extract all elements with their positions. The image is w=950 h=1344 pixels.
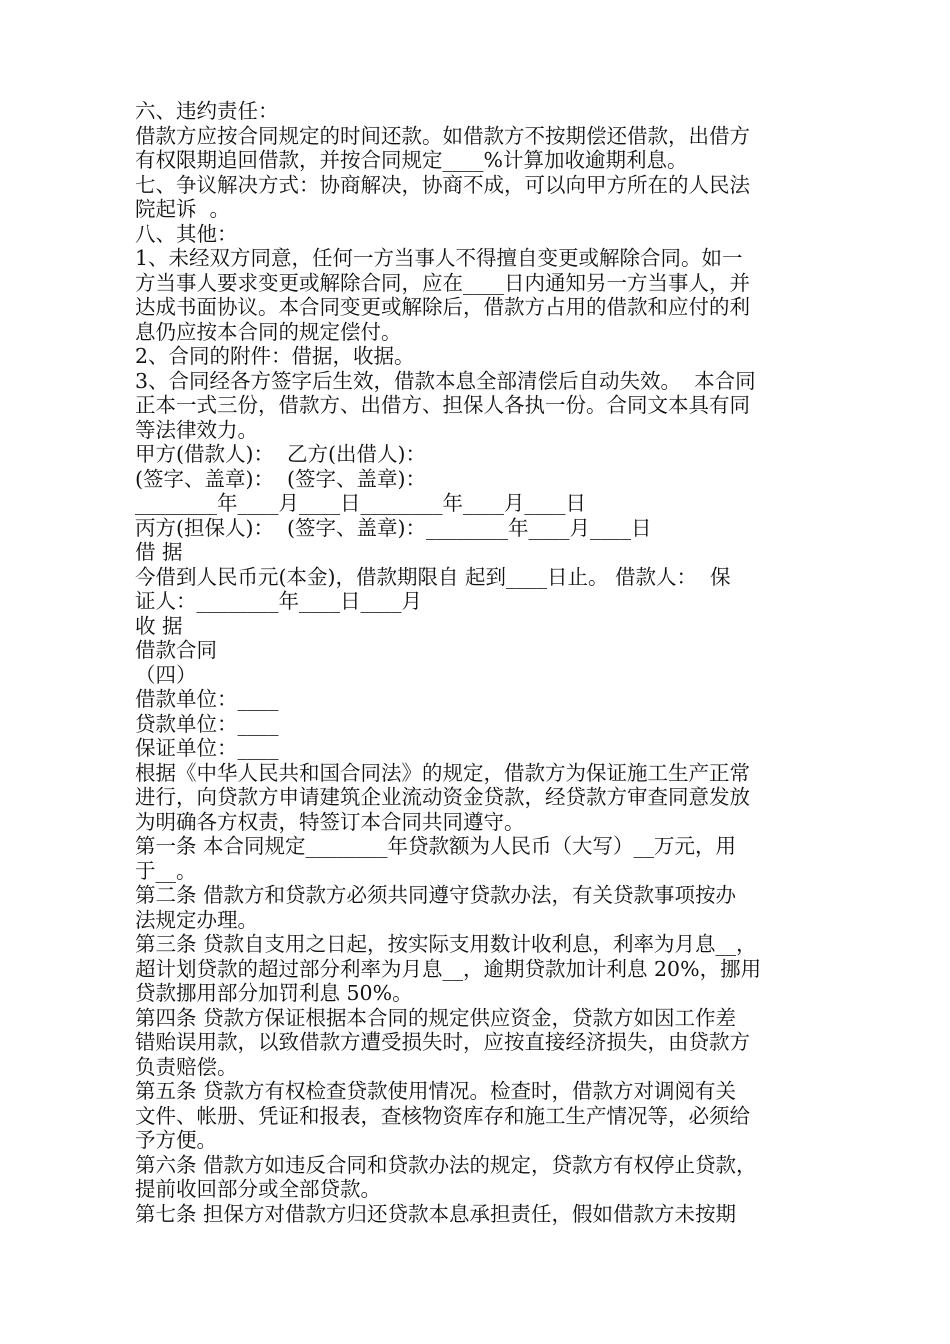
- text-line: 错贻误用款，以致借款方遭受损失时，应按直接经济损失，由贷款方: [135, 1030, 750, 1054]
- text-line: 借款合同: [135, 638, 217, 662]
- text-line: 保证单位：____: [135, 736, 279, 760]
- text-line: 方当事人要求变更或解除合同，应在____日内通知另一方当事人，并: [135, 270, 750, 295]
- text-line: 第五条 贷款方有权检查贷款使用情况。检查时，借款方对调阅有关: [135, 1079, 737, 1103]
- text-line: 七、争议解决方式：协商解决，协商不成，可以向甲方所在的人民法: [135, 172, 750, 197]
- text-line: 息仍应按本合同的规定偿付。: [135, 319, 402, 344]
- text-line: 予方便。: [135, 1128, 217, 1152]
- text-line: 达成书面协议。本合同变更或解除后，借款方占用的借款和应付的利: [135, 295, 750, 319]
- text-line: 等法律效力。: [135, 417, 258, 442]
- text-line: 提前收回部分或全部贷款。: [135, 1177, 381, 1201]
- text-line: 借款单位：____: [135, 687, 279, 711]
- text-line: 六、违约责任：: [135, 99, 279, 123]
- text-line: 院起诉 。: [135, 197, 231, 221]
- text-line: 2、合同的附件：借据，收据。: [135, 344, 415, 368]
- text-line: 负责赔偿。: [135, 1054, 238, 1079]
- text-line: 第六条 借款方如违反合同和贷款办法的规定，贷款方有权停止贷款，: [135, 1152, 757, 1177]
- text-line: 3、合同经各方签字后生效，借款本息全部清偿后自动失效。 本合同: [135, 368, 756, 393]
- text-line: 第一条 本合同规定________年贷款额为人民币（大写）__万元，用: [135, 834, 737, 858]
- text-line: 根据《中华人民共和国合同法》的规定，借款方为保证施工生产正常: [135, 760, 750, 785]
- text-line: （四）: [135, 662, 197, 687]
- text-line: 第三条 贷款自支用之日起，按实际支用数计收利息，利率为月息__，: [135, 932, 757, 956]
- text-line: 收 据: [135, 613, 183, 638]
- text-line: 丙方(担保人)： (签字、盖章)：________年____月____日: [135, 515, 652, 540]
- text-line: 法规定办理。: [135, 907, 258, 932]
- text-line: ________年____月____日________年____月____日: [135, 491, 586, 515]
- text-line: 借款方应按合同规定的时间还款。如借款方不按期偿还借款，出借方: [135, 123, 750, 148]
- text-line: 八、其他：: [135, 221, 238, 246]
- text-line: 第七条 担保方对借款方归还贷款本息承担责任，假如借款方未按期: [135, 1201, 737, 1226]
- text-line: 贷款挪用部分加罚利息 50%。: [135, 981, 413, 1005]
- text-line: 第二条 借款方和贷款方必须共同遵守贷款办法，有关贷款事项按办: [135, 883, 737, 907]
- text-line: 今借到人民币元(本金)，借款期限自 起到____日止。 借款人： 保: [135, 564, 731, 589]
- text-line: (签字、盖章)： (签字、盖章)：: [135, 466, 427, 491]
- text-line: 证人：________年____日____月: [135, 589, 422, 613]
- text-line: 文件、帐册、凭证和报表，查核物资库存和施工生产情况等，必须给: [135, 1103, 750, 1128]
- text-line: 1、未经双方同意，任何一方当事人不得擅自变更或解除合同。如一: [135, 246, 743, 270]
- text-line: 第四条 贷款方保证根据本合同的规定供应资金，贷款方如因工作差: [135, 1005, 737, 1030]
- text-line: 甲方(借款人)： 乙方(出借人)：: [135, 442, 427, 466]
- text-line: 进行，向贷款方申请建筑企业流动资金贷款，经贷款方审查同意发放: [135, 785, 750, 809]
- text-line: 借 据: [135, 540, 183, 564]
- text-line: 贷款单位：____: [135, 711, 279, 736]
- text-line: 有权限期追回借款，并按合同规定____%计算加收逾期利息。: [135, 148, 688, 172]
- text-line: 超计划贷款的超过部分利率为月息__，逾期贷款加计利息 20%，挪用: [135, 956, 762, 981]
- text-line: 正本一式三份，借款方、出借方、担保人各执一份。合同文本具有同: [135, 393, 750, 417]
- document-page: [135, 99, 825, 1226]
- text-line: 于__。: [135, 858, 197, 883]
- text-line: 为明确各方权责，特签订本合同共同遵守。: [135, 809, 525, 834]
